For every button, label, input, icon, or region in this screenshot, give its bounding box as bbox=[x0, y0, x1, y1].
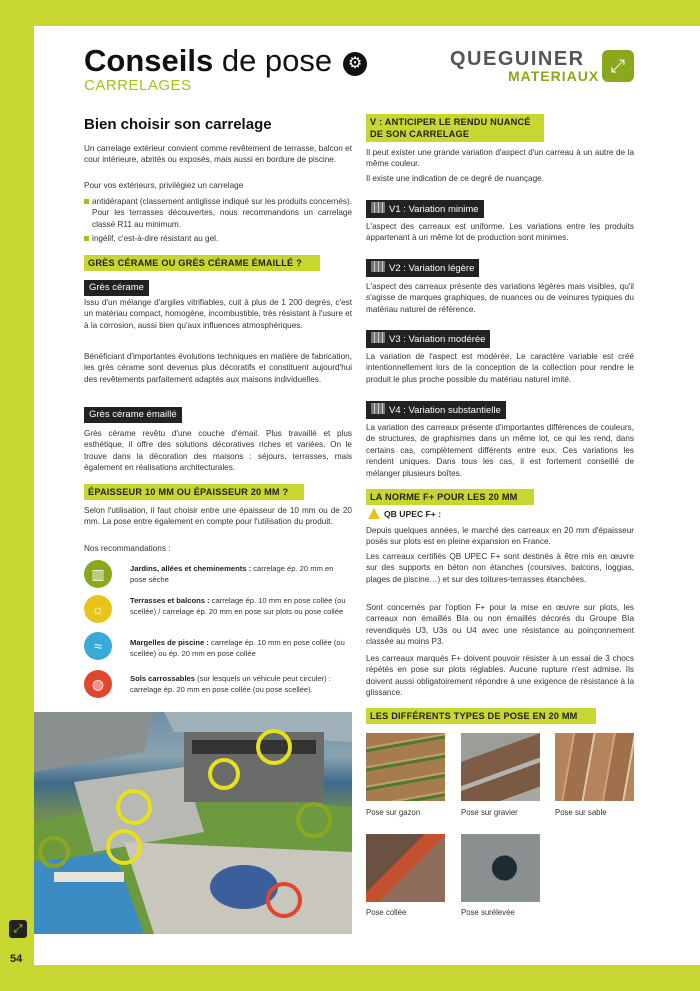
v2-swatch-icon bbox=[371, 261, 385, 272]
email-title: Grès cérame émaillé bbox=[84, 407, 182, 423]
norme-text-2: Les carreaux certifiés QB UPEC F+ sont destinés à être mis en œuvre sur des supports en béton non étanches (coursives, balcons, loggias, plages de piscine…) et sur des toitures-terrasses étanchées. bbox=[366, 552, 634, 584]
v1-title bbox=[366, 200, 484, 218]
garden-illustration-svg bbox=[34, 712, 352, 934]
v1-swatch-icon bbox=[371, 202, 385, 213]
norme-text-1: Depuis quelques années, le marché des carreaux en 20 mm d'épaisseur posés sur plots est en pleine expansion en France. bbox=[366, 526, 634, 547]
section-thickness-title: ÉPAISSEUR 10 MM OU ÉPAISSEUR 20 MM ? bbox=[84, 484, 304, 500]
pool-icon: ≈ bbox=[84, 632, 112, 660]
page-title bbox=[84, 44, 332, 78]
v4-text: La variation des carreaux présente d'importantes différences de couleurs, de structures, de graphismes dans un même lot, ce qui les rend, dans certains cas, complètement différents entre eux. Ces variations les rendent uniques. Dans tous les cas, il est fortement conseillé de mélanger plusieurs boîtes. bbox=[366, 423, 634, 478]
reco-gardens-bold: Jardins, allées et cheminements : bbox=[130, 564, 252, 573]
pose-gravier-photo bbox=[461, 733, 540, 801]
page-number: 54 bbox=[10, 953, 23, 965]
logo-mark-icon: ⤢ bbox=[602, 50, 634, 82]
gres-text-2: Bénéficiant d'importantes évolutions techniques en matière de fabrication, les grès cérame sont devenus plus décoratifs et constituent aujourd'hui des revêtements parfaitement adaptés aux maisons individuelles. bbox=[84, 352, 352, 384]
pose-gazon-photo bbox=[366, 733, 445, 801]
brand-small-icon: ⤢ bbox=[9, 920, 27, 938]
title-bold: Conseils bbox=[84, 43, 214, 78]
pose-surelevee-caption: Pose surélevée bbox=[461, 908, 515, 917]
page-subtitle: CARRELAGES bbox=[84, 77, 192, 94]
reco-pool-bold: Margelles de piscine : bbox=[130, 638, 209, 647]
section-nuance-title bbox=[366, 114, 544, 142]
reco-gardens bbox=[130, 564, 352, 585]
v1-text: L'aspect des carreaux est uniforme. Les variations entre les produits appartenant à un même lot de production sont minimes. bbox=[366, 222, 634, 243]
v3-swatch-icon bbox=[371, 332, 385, 343]
section-gres-title: GRÈS CÉRAME OU GRÈS CÉRAME ÉMAILLÉ ? bbox=[84, 255, 320, 271]
pose-gravier-caption: Pose sur gravier bbox=[461, 808, 518, 817]
v4-swatch-icon bbox=[371, 403, 385, 414]
v4-title bbox=[366, 401, 506, 419]
nuance-title-line1: V : ANTICIPER LE RENDU NUANCÉ bbox=[370, 117, 531, 127]
fence-icon: ▥ bbox=[84, 560, 112, 588]
logo-name: QUEGUINER bbox=[450, 48, 585, 70]
left-heading: Bien choisir son carrelage bbox=[84, 116, 272, 133]
nuance-text-2: Il existe une indication de ce degré de nuançage. bbox=[366, 174, 544, 183]
pose-collee-caption: Pose collée bbox=[366, 908, 407, 917]
v2-text: L'aspect des carreaux présente des variations légères mais visibles, qu'il s'agisse de marques graphiques, de nuances ou de veinures typiques du matériau naturel de référence. bbox=[366, 282, 634, 314]
car-icon: ◍ bbox=[84, 670, 112, 698]
title-rest: de pose bbox=[213, 43, 333, 78]
reco-carriage-bold: Sols carrossables bbox=[130, 674, 196, 683]
bullet-ingelif: ingélif, c'est-à-dire résistant au gel. bbox=[92, 233, 352, 244]
nuance-text-1: Il peut exister une grande variation d'aspect d'un carreau à un autre de la même couleur. bbox=[366, 148, 634, 169]
reco-lead: Nos recommandations : bbox=[84, 544, 171, 553]
bullet-antiderapant: antidérapant (classement antiglisse indiqué sur les produits concernés). Pour les terrasses découvertes, nous recommandons un carrelage classé R11 au minimum. bbox=[92, 197, 352, 229]
reco-terraces-bold: Terrasses et balcons : bbox=[130, 596, 210, 605]
norme-text-3: Sont concernés par l'option F+ pour la mise en œuvre sur plots, les carreaux non émaillés BIa ou non émaillés décorés du Groupe BIa revendiqués U3, U3s ou U4 avec une résistance au poinçonnement classée au moins P3. bbox=[366, 603, 634, 647]
pose-sable-photo bbox=[555, 733, 634, 801]
bottom-band bbox=[0, 965, 700, 991]
intro-text: Un carrelage extérieur convient comme revêtement de terrasse, balcon et cour intérieure, abrités ou exposés, mais aussi en bordure de piscine. bbox=[84, 144, 352, 165]
pose-surelevee-photo bbox=[461, 834, 540, 902]
garden-illustration bbox=[34, 712, 352, 934]
pose-collee-photo bbox=[366, 834, 445, 902]
section-types-title: LES DIFFÉRENTS TYPES DE POSE EN 20 MM bbox=[366, 708, 596, 724]
v4-title-text: V4 : Variation substantielle bbox=[389, 405, 501, 416]
top-band bbox=[0, 0, 700, 26]
gres-text-1: Issu d'un mélange d'argiles vitrifiables, cuit à plus de 1 200 degrés, c'est un matériau compact, homogène, incombustible, très résistant à l'usure et à la corrosion, aussi bien qu'aux influences atmosphériques. bbox=[84, 298, 352, 330]
v2-title bbox=[366, 259, 479, 277]
qb-upec-title bbox=[368, 508, 441, 519]
logo-subname: MATERIAUX bbox=[508, 68, 600, 84]
pose-sable-caption: Pose sur sable bbox=[555, 808, 607, 817]
nuance-title-line2: DE SON CARRELAGE bbox=[370, 129, 470, 139]
section-norme-title: LA NORME F+ POUR LES 20 MM bbox=[366, 489, 534, 505]
sun-icon: ☼ bbox=[84, 595, 112, 623]
lead-text: Pour vos extérieurs, privilégiez un carrelage bbox=[84, 181, 244, 190]
reco-pool-text: carrelage ép. 10 mm en pose collée (ou scellée) ou ép. 20 mm en pose collée bbox=[130, 638, 345, 658]
reco-gardens-text: carrelage ép. 20 mm en pose sèche bbox=[130, 564, 334, 584]
warning-icon bbox=[368, 508, 380, 519]
reco-pool bbox=[130, 638, 352, 659]
v1-title-text: V1 : Variation minime bbox=[389, 204, 479, 215]
gear-icon: ⚙ bbox=[343, 52, 367, 76]
v3-title bbox=[366, 330, 490, 348]
gres-title: Grès cérame bbox=[84, 280, 149, 296]
v3-title-text: V3 : Variation modérée bbox=[389, 334, 486, 345]
left-band bbox=[0, 0, 34, 991]
v3-text: La variation de l'aspect est modérée. Le caractère variable est créé intentionnellement lors de la conception de la collection pour rendre le produit le plus proche possible du matériau naturel imité. bbox=[366, 352, 634, 384]
v2-title-text: V2 : Variation légère bbox=[389, 263, 475, 274]
reco-carriage-text: (sur lesquels un véhicule peut circuler) : carrelage ép. 20 mm en pose collée (ou pose scellée). bbox=[130, 674, 331, 694]
norme-text-4: Les carreaux marqués F+ doivent pouvoir résister à un essai de 3 chocs répétés en pose sur plots réglables. Aucune rupture n'est admise. Ils doivent aussi obligatoirement répondre à une exigence de résistance à la glissance. bbox=[366, 654, 634, 698]
thickness-text: Selon l'utilisation, il faut choisir entre une épaisseur de 10 mm ou de 20 mm. La pose entre également en compte pour l'utilisation du produit. bbox=[84, 506, 352, 527]
brand-logo bbox=[450, 48, 640, 88]
qb-upec-text: QB UPEC F+ : bbox=[384, 509, 442, 519]
reco-carriage bbox=[130, 674, 352, 695]
reco-terraces bbox=[130, 596, 352, 617]
reco-terraces-text: carrelage ép. 10 mm en pose collée (ou scellée) / carrelage ép. 20 mm en pose sur plots ou pose collée bbox=[130, 596, 346, 616]
pose-gazon-caption: Pose sur gazon bbox=[366, 808, 421, 817]
email-text: Grès cérame revêtu d'une couche d'émail. Plus travaillé et plus esthétique, il offre des solutions décoratives riches et variées. On le trouve dans la décoration des maisons : séjours, terrasses, mais également en réalisations architecturales. bbox=[84, 429, 352, 473]
